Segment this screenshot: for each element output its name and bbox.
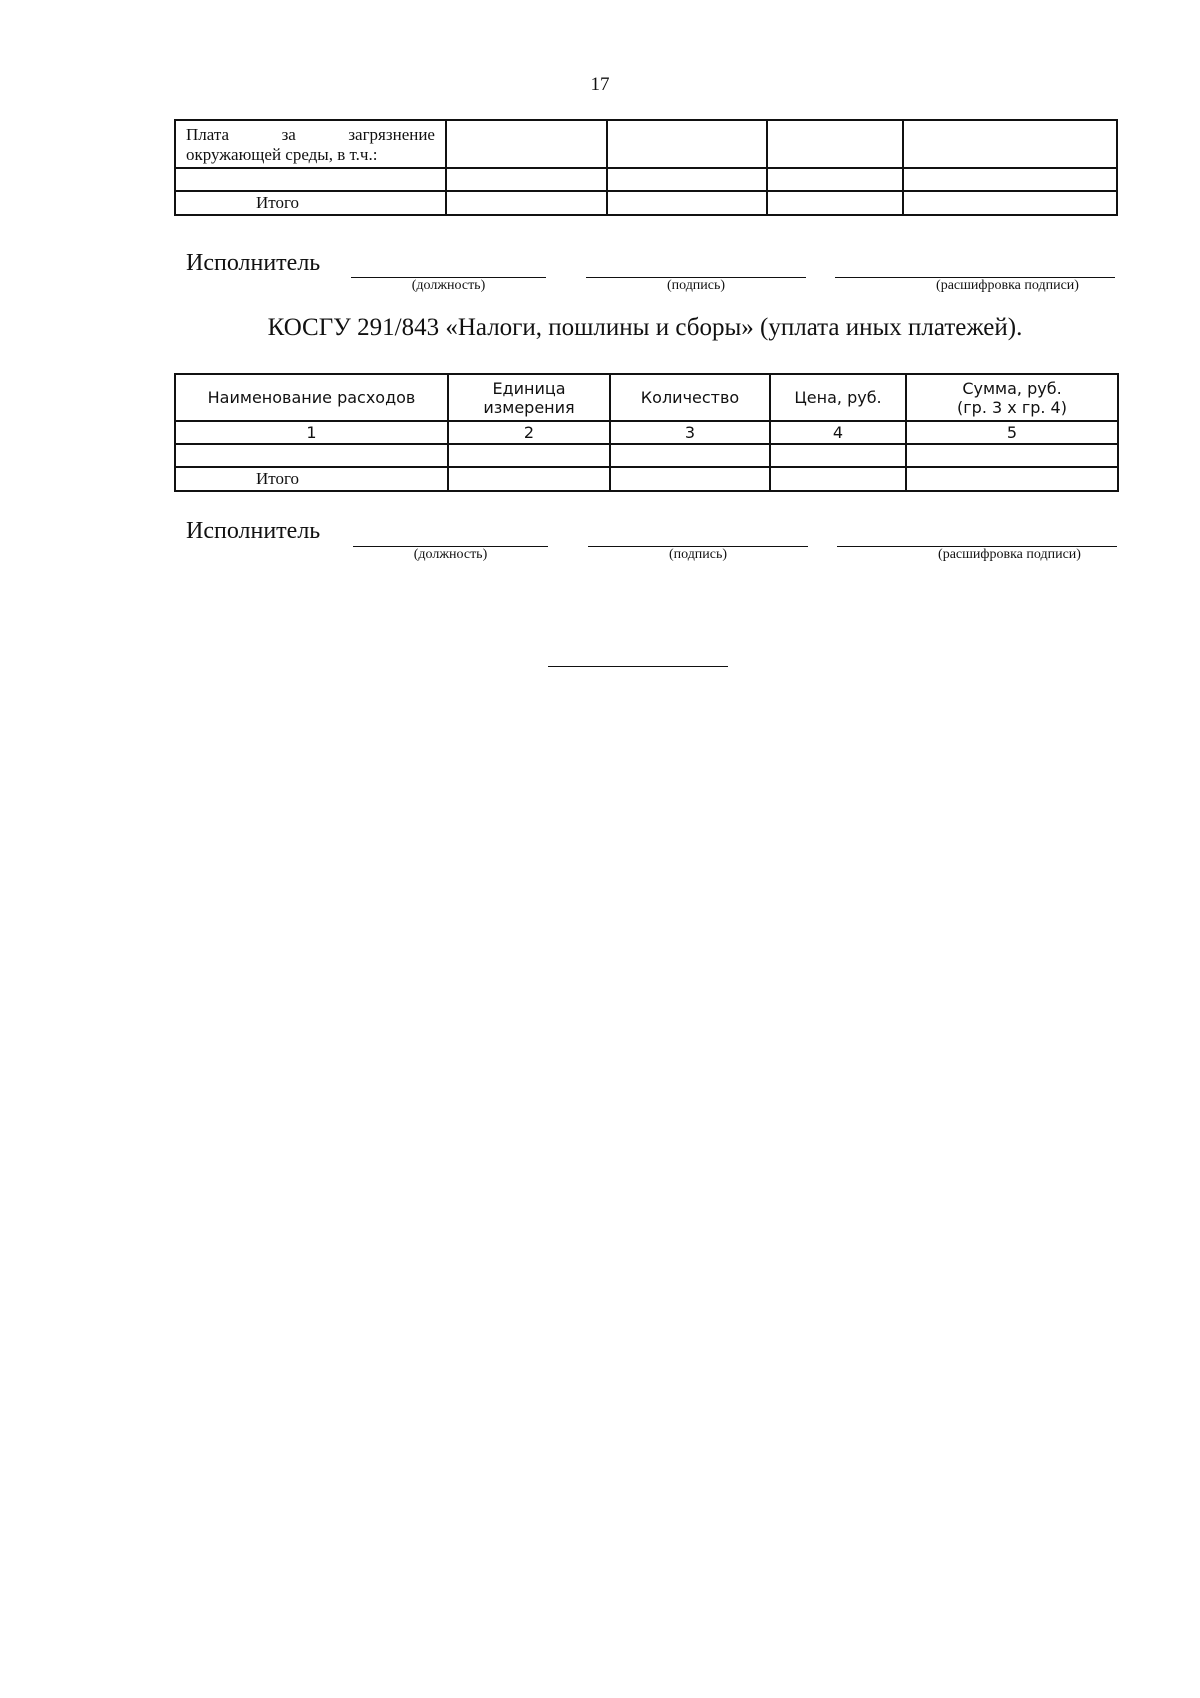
header-cell: Цена, руб. (770, 374, 906, 421)
table-row (175, 168, 1117, 191)
end-of-document-rule (548, 666, 728, 667)
total-label: Итого (175, 191, 446, 215)
total-row (175, 191, 1117, 215)
desc-line-2: окружающей среды, в т.ч.: (186, 144, 378, 164)
signature-caption: (подпись) (666, 278, 726, 293)
empty-cell (903, 120, 1117, 168)
header-cell: Сумма, руб. (гр. 3 х гр. 4) (906, 374, 1118, 421)
position-caption: (должность) (413, 547, 488, 562)
column-number: 3 (610, 421, 770, 444)
empty-cell (767, 120, 903, 168)
continuation-table (174, 119, 1118, 216)
executor-label: Исполнитель (186, 518, 321, 544)
header-cell: Наименование расходов (175, 374, 448, 421)
header-row (175, 374, 1118, 421)
total-label: Итого (175, 467, 448, 491)
table-row (175, 120, 1117, 168)
signature-block (0, 518, 1200, 562)
column-number: 2 (448, 421, 610, 444)
signature-caption: (подпись) (668, 547, 728, 562)
column-number-row (175, 421, 1118, 444)
name-caption: (расшифровка подписи) (938, 547, 1081, 562)
column-number: 4 (770, 421, 906, 444)
expenses-table (174, 373, 1119, 492)
pollution-fee-cell (175, 120, 446, 168)
column-number: 1 (175, 421, 448, 444)
signature-block (0, 250, 1200, 294)
desc-line-1: Плата за загрязнение (186, 124, 435, 144)
position-caption: (должность) (411, 278, 486, 293)
empty-cell (607, 120, 767, 168)
page-number: 17 (590, 74, 610, 95)
header-cell: Единица измерения (448, 374, 610, 421)
total-row (175, 467, 1118, 491)
empty-cell (446, 120, 607, 168)
name-caption: (расшифровка подписи) (936, 278, 1079, 293)
section-title: КОСГУ 291/843 «Налоги, пошлины и сборы» (уплата иных платежей). (267, 314, 1023, 341)
table-row (175, 444, 1118, 467)
column-number: 5 (906, 421, 1118, 444)
header-cell: Количество (610, 374, 770, 421)
executor-label: Исполнитель (186, 250, 321, 276)
